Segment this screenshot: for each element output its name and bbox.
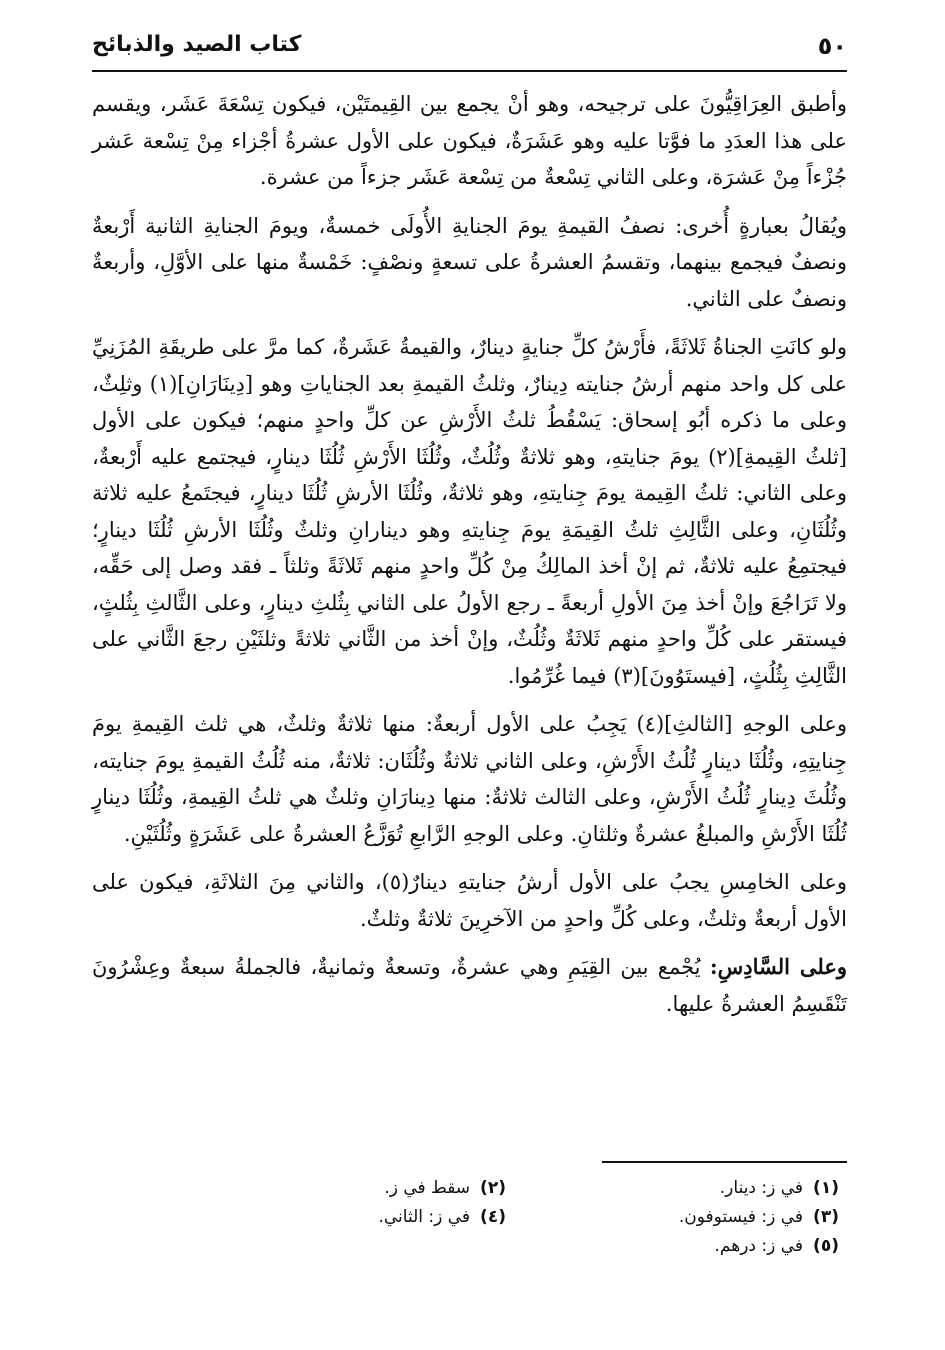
footnote xyxy=(514,1232,847,1261)
footnote-number: (٣) xyxy=(813,1207,839,1227)
footnote-text: في ز: دينار. xyxy=(719,1178,804,1198)
paragraph-text: وأطبق العِرَاقِيُّونَ على ترجيحه، وهو أنْ يجمع بين القِيمتَيْن، فيكون تِسْعَةَ عَشَر، ويقسم على هذا العدَدِ ما فوَّتا عليه وهو عَشَرَةٌ، فيكون على الأول عشرةُ أجْزاء مِنْ تِسْعة عَشر جُزْءاً مِنْ عَشرَة، وعلى الثاني تِسْعةٌ من تِسْعة عَشَر جزءاً من عشرة. xyxy=(92,92,847,189)
footnote-row xyxy=(92,1232,847,1261)
footnote-number: (٤) xyxy=(480,1207,506,1227)
paragraph-text: يُجْمع بين القِيَمِ وهي عشرةٌ، وتسعةٌ وثمانيةٌ، فالجملةُ سبعةٌ وعِشْرُونَ تَنْقَسِمُ العشرةُ عليها. xyxy=(92,955,847,1016)
footnote-number: (١) xyxy=(813,1178,839,1198)
footnote xyxy=(181,1174,514,1203)
paragraph xyxy=(92,208,847,318)
paragraph xyxy=(92,949,847,1022)
footnotes xyxy=(92,1174,847,1261)
paragraph-text: ولو كانَتِ الجناةُ ثَلاثَةً، فأَرْشُ كلِّ جنايةٍ دينارٌ، والقيمةُ عَشَرةٌ، كما مرَّ على طريقَةِ المُزَنِيِّ على كل واحد منهم أرشُ جنايته دِينارٌ، وثلثُ القيمةِ بعد الجناياتِ وهو [دِينَارَانِ](١) وثلِثٌ، وعلى ما ذكره أبُو إسحاق: يَسْقُطُ ثلثُ الأَرْشِ عن كلِّ واحدٍ منهم؛ فيكون على الأول [ثلثُ القِيمةِ](٢) يومَ جنايتهِ، وهو ثلاثةٌ وثُلُثٌ، وثُلُثَا الأَرْشِ ثُلُثَا دينارٍ، فيجتمع عليه أَرْبعةٌ، وعلى الثاني: ثلثُ القِيمة يومَ جِنايتهِ، وهو ثلاثةٌ، وثُلُثَا الأرشِ ثُلُثَا دينارٍ، فيجتَمعُ عليه ثلاثة وثُلُثَانِ، وعلى الثَّالِثِ ثلثُ القِيمَةِ يومَ جِنايتهِ وهو دينارانِ وثلثٌ وثُلُثَا الأرشِ ثُلُثَا دينارٍ؛ فيجتمِعُ عليه ثلاثةٌ، ثم إنْ أخذ المالِكُ مِنْ كُلِّ واحدٍ منهم ثَلاثَةً وثلثاً ـ فقد وصل إلى حَقِّه، ولا تَرَاجُعَ وإنْ أخذ مِنَ الأولِ أربعةً ـ رجع الأولُ على الثاني بِثُلثِ دينارٍ، وعلى الثَّالثِ بِثُلثٍ، فيستقر على كُلِّ واحدٍ منهم ثَلاثَةٌ وثُلُثٌ، وإنْ أخذ من الثَّاني ثلاثةً وثلثَيْنِ رجعَ الثَّاني على الثَّالِثِ بِثُلُثٍ، [فيستَوُونَ](٣) فيما غُرِّمُوا. xyxy=(92,335,847,688)
main-text xyxy=(92,86,847,1022)
paragraph xyxy=(92,706,847,852)
paragraph xyxy=(92,86,847,196)
footnote-number: (٢) xyxy=(480,1178,506,1198)
paragraph xyxy=(92,329,847,694)
paragraph-lead: وعلى السَّادِسِ: xyxy=(709,954,847,979)
paragraph-text: وعلى الوجهِ [الثالثِ](٤) يَجِبُ على الأول أربعةٌ: منها ثلاثةٌ وثلثٌ، هي ثلث القِيمةِ يومَ جِنايتِهِ، وثُلُثَا دينارٍ ثُلُثُ الأَرْشِ، وعلى الثاني ثلاثةٌ وثُلُثَان: ثلاثةٌ، منه ثُلُثُ القيمةِ يومَ جنايته، وثُلُثَ دِينارٍ ثُلُثُ الأَرْشِ، وعلى الثالث ثلاثةٌ: منها دِينارَانِ وثلثٌ هي ثلثُ القِيمةِ، وثُلُثَا دينارٍ ثُلُثَا الأَرْشِ والمبلغُ عشرةٌ وثلثانِ. وعلى الوجهِ الرَّابعِ تُوَزَّعُ العشرةُ على عَشَرَةٍ وثُلُثَيْنِ. xyxy=(92,712,847,846)
footnote-text: في ز: درهم. xyxy=(714,1236,804,1256)
footnote-text: في ز: الثاني. xyxy=(378,1207,471,1227)
footnote xyxy=(514,1203,847,1232)
page-number: ٥٠ xyxy=(817,32,847,60)
footnote xyxy=(514,1174,847,1203)
paragraph xyxy=(92,864,847,937)
paragraph-text: ويُقالُ بعبارةٍ أُخرى: نصفُ القيمةِ يومَ الجنايةِ الأُولَى خمسةٌ، ويومَ الجنايةِ الثانية أَرْبعةٌ ونصفٌ فيجمع بينهما، وتقسمُ العشرةُ على تسعةٍ ونصْفٍ: خَمْسةٌ منها على الأوَّلِ، وأربعةٌ ونصفٌ على الثاني. xyxy=(92,213,847,311)
book-page xyxy=(92,26,847,1326)
footnote-row xyxy=(92,1174,847,1203)
paragraph-text: وعلى الخامِسِ يجبُ على الأول أرشُ جنايتهِ دينارٌ(٥)، والثاني مِنَ الثلاثَةِ، فيكون على الأول أربعةٌ وثلثٌ، وعلى كُلِّ واحدٍ من الآخرِينَ ثلاثةٌ وثلثٌ. xyxy=(92,870,848,931)
footnote-row xyxy=(92,1203,847,1232)
footnote-number: (٥) xyxy=(813,1236,839,1256)
footnote-text: سقط في ز. xyxy=(384,1178,471,1198)
book-title: كتاب الصيد والذبائح xyxy=(92,32,302,57)
footnote xyxy=(181,1203,514,1232)
running-header xyxy=(92,26,847,72)
footnote-divider xyxy=(602,1161,847,1163)
footnote-text: في ز: فيستوفون. xyxy=(678,1207,804,1227)
